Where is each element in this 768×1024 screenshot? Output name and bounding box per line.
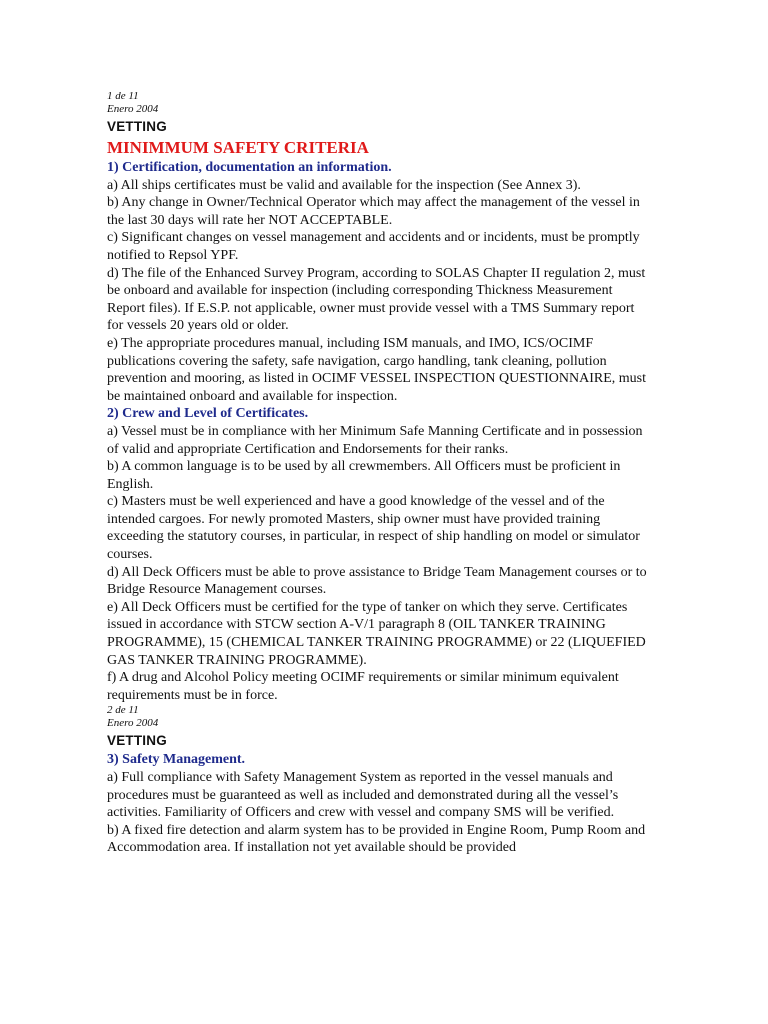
paragraph: c) Significant changes on vessel management and accidents and or incidents, must be promptly notified to Repsol YPF. — [107, 230, 640, 263]
page-header: VETTING — [107, 733, 167, 749]
section-heading-safety-management: 3) Safety Management. — [107, 752, 246, 768]
paragraph: a) Full compliance with Safety Management System as reported in the vessel manuals and procedures must be guaranteed as well as included and demonstrated during all the vessel’s activities. Familiarity of Officers and crew with vessel and company SMS will be verified. — [107, 770, 619, 821]
section-heading-crew: 2) Crew and Level of Certificates. — [107, 406, 309, 422]
paragraph: d) All Deck Officers must be able to prove assistance to Bridge Team Management courses or to Bridge Resource Management courses. — [107, 564, 647, 598]
paragraph: d) The file of the Enhanced Survey Program, according to SOLAS Chapter II regulation 2, must be onboard and available for inspection (including corresponding Thickness Measurement Report files). If E.S.P. not applicable, owner must provide vessel with a TMS Summary report for vessels 20 years old or older. — [107, 265, 646, 334]
paragraph: e) The appropriate procedures manual, including ISM manuals, and IMO, ICS/OCIMF publications covering the safety, safe navigation, cargo handling, tank cleaning, pollution prevention and mooring, as listed in OCIMF VESSEL INSPECTION QUESTIONNAIRE, must be maintained onboard and available for inspection. — [107, 335, 646, 404]
paragraph: c) Masters must be well experienced and have a good knowledge of the vessel and of the intended cargoes. For newly promoted Masters, ship owner must have provided training exceeding the statutory courses, in particular, in respect of ship handling on model or simulator courses. — [107, 494, 640, 563]
page-date: Enero 2004 — [107, 103, 159, 115]
paragraph: b) A fixed fire detection and alarm system has to be provided in Engine Room, Pump Room and Accommodation area. If installation not yet available should be provided — [107, 822, 646, 856]
document-title: MINIMMUM SAFETY CRITERIA — [107, 138, 369, 157]
page-number: 2 de 11 — [107, 704, 139, 717]
page-header: VETTING — [107, 119, 167, 134]
section-heading-certification: 1) Certification, documentation an information. — [107, 160, 392, 175]
paragraph: a) All ships certificates must be valid and available for the inspection (See Annex 3). — [107, 177, 581, 193]
document-page — [107, 90, 647, 857]
paragraph: a) Vessel must be in compliance with her Minimum Safe Manning Certificate and in possession of valid and appropriate Certification and Endorsements for their ranks. — [107, 423, 643, 457]
page-number: 1 de 11 — [107, 90, 139, 102]
paragraph: b) A common language is to be used by all crewmembers. All Officers must be proficient in English. — [107, 459, 621, 492]
paragraph: e) All Deck Officers must be certified for the type of tanker on which they serve. Certificates issued in accordance with STCW section A-V/1 paragraph 8 (OIL TANKER TRAINING PROGRAMME), 15 (CHEMICAL TANKER TRAINING PROGRAMME) or 22 (LIQUEFIED GAS TANKER TRAINING PROGRAMME). — [107, 599, 646, 668]
paragraph: b) Any change in Owner/Technical Operator which may affect the management of the vessel in the last 30 days will rate her NOT ACCEPTABLE. — [107, 195, 640, 228]
page-date: Enero 2004 — [107, 717, 159, 730]
paragraph: f) A drug and Alcohol Policy meeting OCIMF requirements or similar minimum equivalent requirements must be in force. — [107, 670, 619, 703]
page-break — [107, 704, 647, 750]
